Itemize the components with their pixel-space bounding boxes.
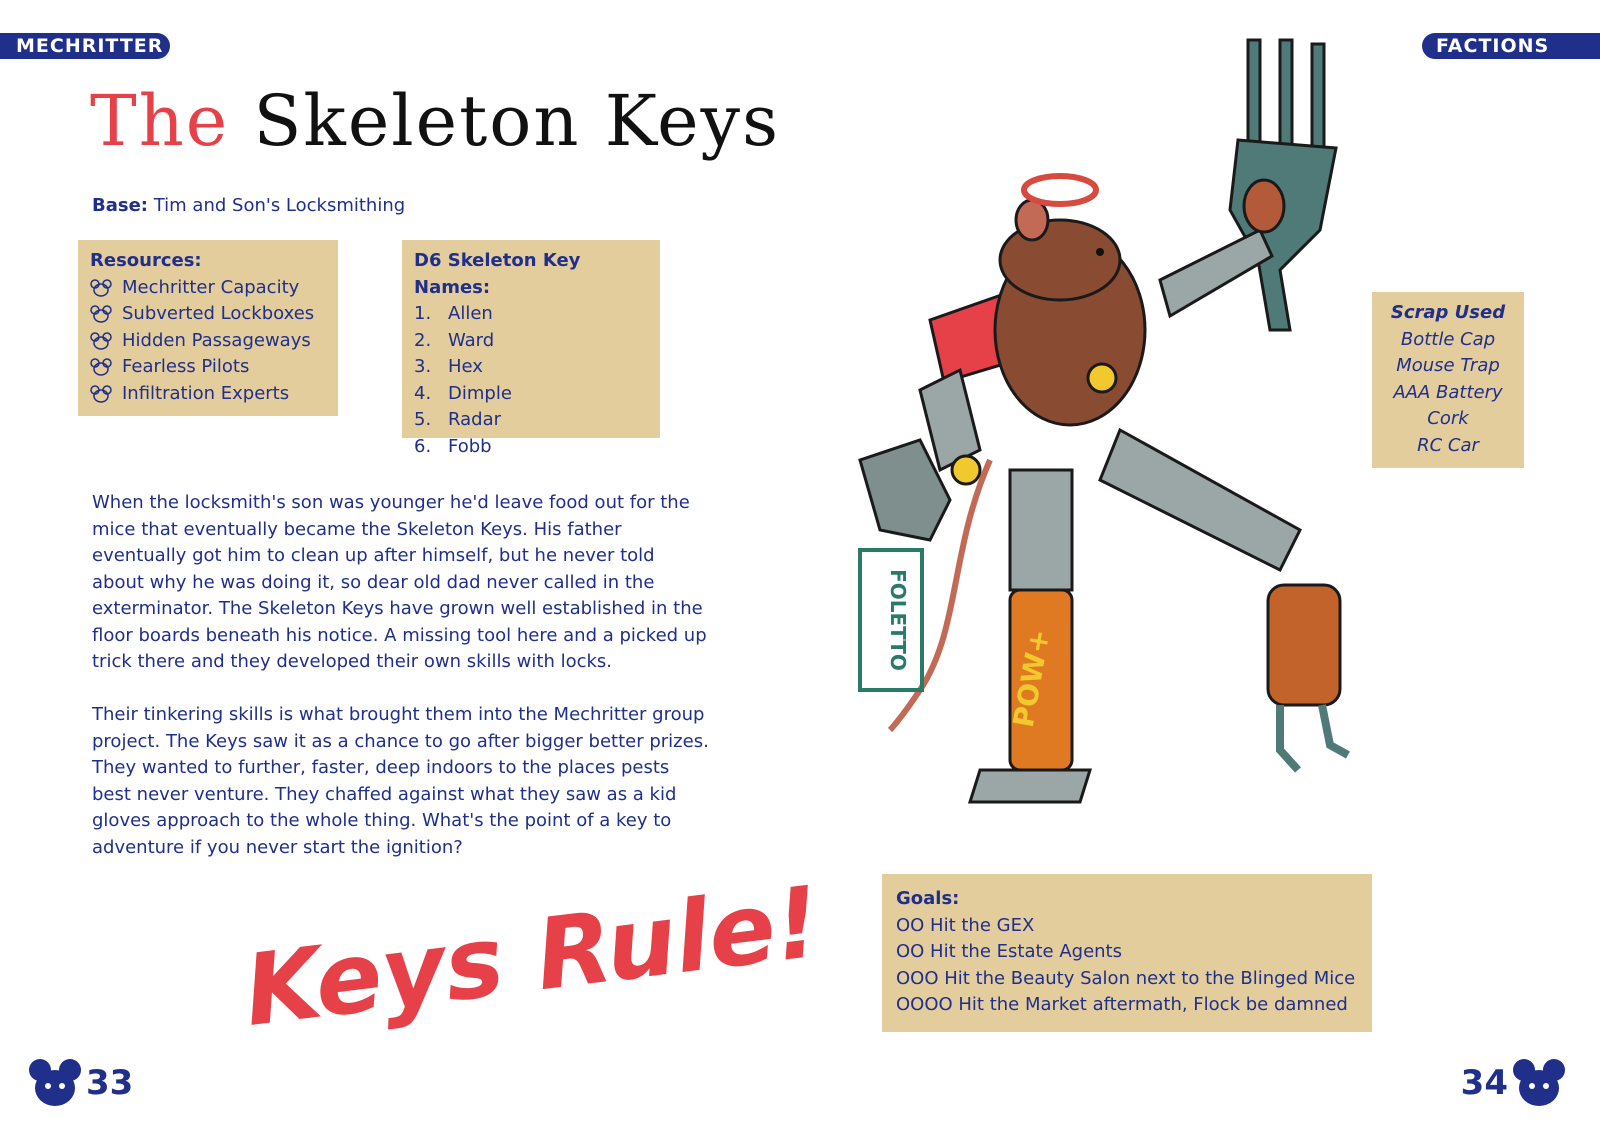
scrap-item: Cork	[1427, 408, 1469, 429]
scrap-item: RC Car	[1417, 434, 1479, 456]
key-name-item	[414, 407, 648, 434]
key-name-number: 3.	[414, 356, 432, 377]
tab-label: FACTIONS	[1436, 35, 1550, 57]
goals-header: Goals:	[896, 888, 960, 909]
resource-item	[90, 381, 326, 408]
base-label: Base:	[92, 195, 148, 216]
key-name-number: 5.	[414, 409, 432, 430]
resource-label: Fearless Pilots	[122, 356, 250, 377]
key-names-header: D6 Skeleton Key Names:	[414, 250, 581, 298]
goal-item: OO Hit the Estate Agents	[896, 941, 1122, 962]
key-name-label: Allen	[448, 303, 493, 324]
resources-box	[78, 240, 338, 416]
title-word-skeleton: Skeleton	[253, 80, 581, 162]
fork-icon	[1230, 40, 1336, 330]
base-value: Tim and Son's Locksmithing	[153, 195, 406, 216]
scrap-item: AAA Battery	[1393, 381, 1503, 403]
resource-label: Hidden Passageways	[122, 329, 311, 351]
page-number-right	[1461, 1058, 1566, 1108]
key-name-label: Dimple	[448, 382, 512, 404]
key-name-item	[414, 434, 648, 461]
key-name-item	[414, 381, 648, 408]
resource-label: Infiltration Experts	[122, 382, 290, 404]
resource-item	[90, 354, 326, 381]
page-title	[90, 80, 780, 162]
key-name-number: 2.	[414, 329, 432, 351]
mech-rat-illustration	[860, 30, 1380, 830]
resource-item	[90, 275, 326, 302]
scrap-item: Bottle Cap	[1400, 328, 1496, 350]
tab-label: MECHRITTER	[16, 35, 164, 57]
key-name-label: Radar	[448, 409, 501, 430]
goals-box	[882, 874, 1372, 1032]
scrap-used-box	[1372, 292, 1524, 468]
key-name-item	[414, 354, 648, 381]
mouse-logo-icon	[1512, 1058, 1566, 1108]
resource-item	[90, 301, 326, 328]
key-name-item	[414, 301, 648, 328]
stamp-text: FOLETTO	[886, 569, 910, 671]
goal-item: OOO Hit the Beauty Salon next to the Blinged Mice	[896, 967, 1356, 989]
resource-label: Mechritter Capacity	[122, 276, 300, 298]
mouse-bullet-icon	[90, 279, 112, 297]
scrap-header: Scrap Used	[1390, 302, 1506, 323]
page-number-text: 33	[86, 1063, 134, 1103]
key-names-box	[402, 240, 660, 457]
goal-item: OOOO Hit the Market aftermath, Flock be damned	[896, 994, 1348, 1015]
section-tab-factions	[1422, 33, 1600, 59]
base-line	[92, 195, 405, 216]
mouse-bullet-icon	[90, 332, 112, 350]
key-name-number: 6.	[414, 435, 432, 457]
key-name-item	[414, 328, 648, 355]
key-name-label: Hex	[448, 356, 483, 377]
slogan-keys-rule	[238, 865, 827, 1050]
resources-header: Resources:	[90, 250, 202, 271]
body-paragraph-2: Their tinkering skills is what brought them into the Mechritter group project. The Keys saw it as a chance to go after bigger better prizes. They wanted to further, faster, deep indoors to the places pests best never venture. They chaffed against what they saw as a kid gloves approach to the whole thing. What's the point of a key to adventure if you never start the ignition?	[92, 704, 709, 858]
title-word-keys: Keys	[604, 80, 781, 162]
mouse-logo-icon	[28, 1058, 82, 1108]
resource-label: Subverted Lockboxes	[122, 303, 315, 324]
body-paragraph-1: When the locksmith's son was younger he'd leave food out for the mice that eventually became the Skeleton Keys. His father eventually got him to clean up after himself, but he never told about why he was doing it, so dear old dad never called in the exterminator. The Skeleton Keys have grown well established in the floor boards beneath his notice. A missing tool here and a picked up trick there and they developed their own skills with locks.	[92, 492, 707, 672]
page-number-text: 34	[1460, 1063, 1508, 1103]
battery-label: POW+	[1006, 626, 1057, 730]
scrap-item: Mouse Trap	[1396, 355, 1500, 376]
mouse-bullet-icon	[90, 305, 112, 323]
mouse-bullet-icon	[90, 358, 112, 376]
resource-item	[90, 328, 326, 355]
slogan-text: Keys Rule!	[238, 865, 827, 1050]
page-number-left	[28, 1058, 133, 1108]
mouse-bullet-icon	[90, 385, 112, 403]
section-tab-mechritter	[0, 33, 170, 59]
key-name-number: 4.	[414, 382, 432, 404]
key-name-label: Ward	[448, 329, 495, 351]
key-name-number: 1.	[414, 303, 432, 324]
title-word-the: The	[90, 80, 230, 162]
goal-item: OO Hit the GEX	[896, 914, 1035, 936]
key-name-label: Fobb	[448, 435, 492, 457]
